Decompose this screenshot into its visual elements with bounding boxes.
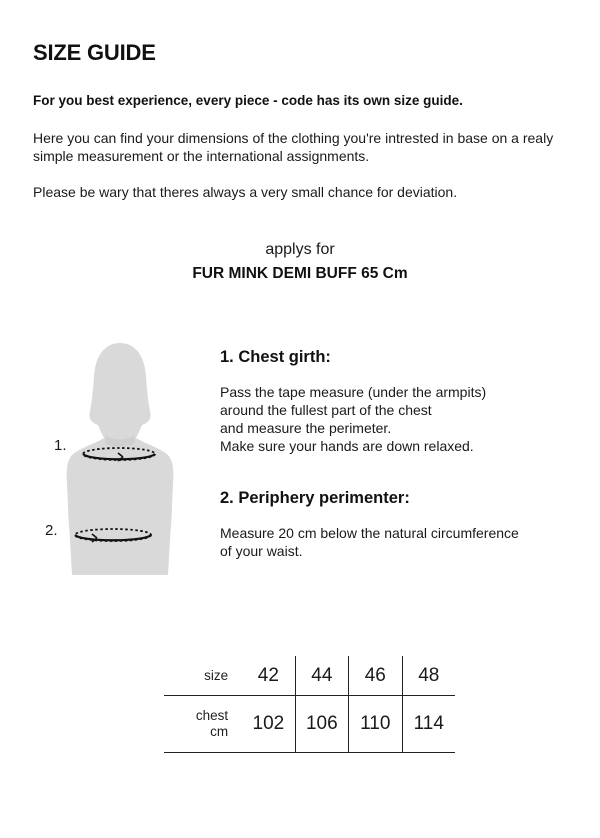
step-2-line: of your waist.: [220, 543, 303, 559]
size-table: [164, 656, 455, 753]
step-1-line: Make sure your hands are down relaxed.: [220, 438, 474, 454]
page-title: SIZE GUIDE: [33, 40, 156, 65]
chest-cell: 102: [242, 696, 295, 753]
row-label-line: chest: [195, 708, 229, 723]
size-cell: 46: [349, 656, 402, 696]
marker-1: 1.: [54, 437, 67, 454]
intro-paragraph-2: Please be wary that theres always a very small chance for deviation.: [33, 184, 458, 200]
row-label-line: size: [204, 667, 229, 683]
applies-label: applys for: [265, 241, 335, 258]
step-1-text: [220, 383, 570, 455]
step-1-line: around the fullest part of the chest: [220, 402, 432, 418]
step-1-line: and measure the perimeter.: [220, 420, 392, 436]
size-cell: 42: [242, 656, 295, 696]
marker-2: 2.: [45, 522, 58, 539]
step-2-title: 2. Periphery perimenter:: [220, 489, 410, 507]
row-label-line: cm: [210, 724, 229, 739]
applies-for-block: [0, 240, 600, 284]
row-label-chest: [164, 696, 242, 753]
intro-paragraph-1: Here you can find your dimensions of the clothing you're intrested in base on a realy simple measurement or the international assignments.: [33, 130, 554, 164]
size-cell: 48: [402, 656, 455, 696]
size-cell: 44: [295, 656, 348, 696]
step-2-text: [220, 524, 570, 560]
table-row-chest: [164, 696, 455, 753]
step-1-line: Pass the tape measure (under the armpits): [220, 384, 487, 400]
chest-cell: 110: [349, 696, 402, 753]
intro-bold-line: For you best experience, every piece - code has its own size guide.: [33, 93, 463, 108]
body-silhouette-illustration: [40, 335, 200, 575]
step-2-line: Measure 20 cm below the natural circumference: [220, 525, 519, 541]
product-name: FUR MINK DEMI BUFF 65 Cm: [192, 265, 408, 282]
table-row-size: [164, 656, 455, 696]
step-1-title: 1. Chest girth:: [220, 348, 331, 366]
row-label-size: [164, 656, 242, 696]
chest-cell: 106: [295, 696, 348, 753]
chest-cell: 114: [402, 696, 455, 753]
